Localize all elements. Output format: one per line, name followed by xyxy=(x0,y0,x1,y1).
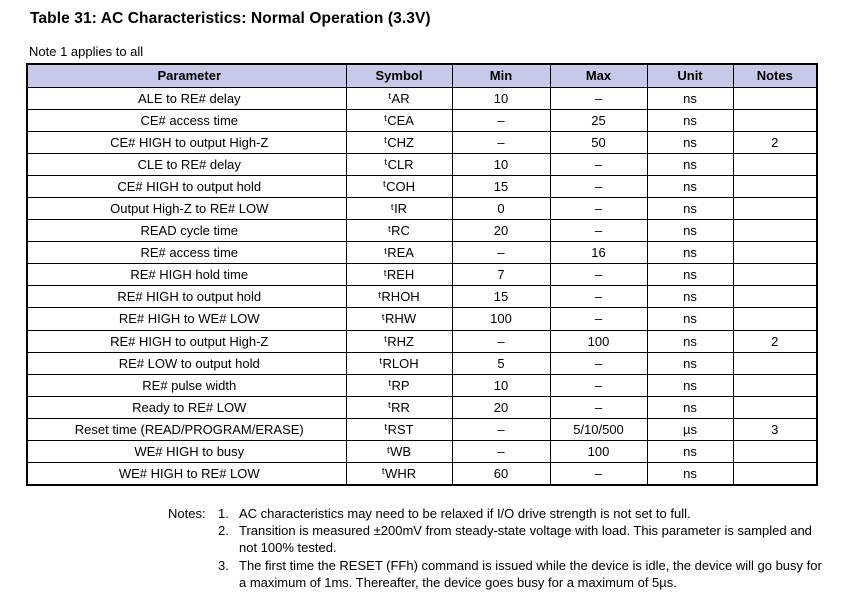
table-row xyxy=(27,220,817,242)
symbol-base: WB xyxy=(390,444,412,460)
unit-cell: ns xyxy=(647,308,733,330)
min-cell: 10 xyxy=(452,87,550,109)
symbol-cell xyxy=(346,418,452,440)
notes-cell xyxy=(733,441,817,463)
symbol-superscript: t xyxy=(390,201,394,213)
footnote-item xyxy=(218,557,831,591)
symbol-base: RR xyxy=(391,399,410,415)
unit-cell: ns xyxy=(647,330,733,352)
notes-cell xyxy=(733,286,817,308)
symbol-cell xyxy=(346,374,452,396)
table-row xyxy=(27,197,817,219)
symbol-base: REH xyxy=(386,267,415,283)
parameter-cell: Output High-Z to RE# LOW xyxy=(27,197,346,219)
table-row xyxy=(27,242,817,264)
footnote-text: Transition is measured ±200mV from steady-state voltage with load. This parameter is sampled and not 100% tested. xyxy=(239,523,812,556)
min-cell: 15 xyxy=(452,175,550,197)
symbol-cell xyxy=(346,153,452,175)
notes-cell xyxy=(733,264,817,286)
table-header-row xyxy=(27,64,817,87)
unit-cell: ns xyxy=(647,352,733,374)
min-cell: – xyxy=(452,109,550,131)
notes-cell xyxy=(733,308,817,330)
min-cell: 0 xyxy=(452,197,550,219)
parameter-cell: RE# HIGH to output High-Z xyxy=(27,330,346,352)
parameter-cell: CE# HIGH to output High-Z xyxy=(27,131,346,153)
footnote-item xyxy=(218,522,831,556)
symbol-superscript: t xyxy=(384,113,387,125)
unit-cell: ns xyxy=(647,264,733,286)
unit-cell: ns xyxy=(647,153,733,175)
symbol-base: RHZ xyxy=(387,333,414,349)
notes-cell xyxy=(733,220,817,242)
min-cell: 60 xyxy=(452,463,550,485)
min-cell: – xyxy=(452,131,550,153)
symbol-superscript: t xyxy=(388,400,391,412)
unit-cell: ns xyxy=(647,175,733,197)
column-header-parameter: Parameter xyxy=(27,64,346,87)
footnote-number: 1. xyxy=(218,506,229,521)
parameter-cell: CLE to RE# delay xyxy=(27,153,346,175)
symbol-superscript: t xyxy=(382,179,386,191)
symbol-cell xyxy=(346,396,452,418)
unit-cell: ns xyxy=(647,131,733,153)
symbol-base: COH xyxy=(386,178,416,194)
table-row xyxy=(27,374,817,396)
footnotes-list xyxy=(218,505,831,591)
parameter-cell: Reset time (READ/PROGRAM/ERASE) xyxy=(27,418,346,440)
notes-cell xyxy=(733,374,817,396)
notes-cell xyxy=(733,352,817,374)
parameter-cell: CE# access time xyxy=(27,109,346,131)
max-cell: – xyxy=(550,374,647,396)
table-row xyxy=(27,153,817,175)
footnote-item xyxy=(218,505,831,522)
min-cell: 100 xyxy=(452,308,550,330)
notes-cell xyxy=(733,153,817,175)
max-cell: – xyxy=(550,87,647,109)
table-row xyxy=(27,131,817,153)
max-cell: – xyxy=(550,308,647,330)
notes-cell xyxy=(733,463,817,485)
symbol-superscript: t xyxy=(379,356,382,368)
symbol-base: RHW xyxy=(385,311,417,327)
max-cell: 100 xyxy=(550,330,647,352)
max-cell: – xyxy=(550,264,647,286)
footnote-number: 3. xyxy=(218,557,229,573)
min-cell: – xyxy=(452,441,550,463)
footnote-number: 2. xyxy=(218,523,229,539)
symbol-superscript: t xyxy=(388,223,391,235)
unit-cell: ns xyxy=(647,441,733,463)
parameter-cell: RE# HIGH hold time xyxy=(27,264,346,286)
unit-cell: µs xyxy=(647,418,733,440)
symbol-cell xyxy=(346,286,452,308)
max-cell: – xyxy=(550,352,647,374)
unit-cell: ns xyxy=(647,197,733,219)
symbol-base: RP xyxy=(391,377,410,393)
unit-cell: ns xyxy=(647,242,733,264)
column-header-min: Min xyxy=(452,64,550,87)
symbol-base: REA xyxy=(387,245,414,261)
unit-cell: ns xyxy=(647,396,733,418)
column-header-max: Max xyxy=(550,64,647,87)
symbol-base: CHZ xyxy=(387,134,414,150)
max-cell: – xyxy=(550,286,647,308)
symbol-cell xyxy=(346,87,452,109)
notes-cell xyxy=(733,87,817,109)
table-row xyxy=(27,264,817,286)
symbol-superscript: t xyxy=(381,311,385,323)
parameter-cell: RE# HIGH to WE# LOW xyxy=(27,308,346,330)
footnote-text: The first time the RESET (FFh) command is issued while the device is idle, the device will go busy for a maximum of 1ms. Thereafter, the device goes busy for a maximum of 5µs. xyxy=(239,557,822,590)
symbol-cell xyxy=(346,352,452,374)
table-title: Table 31: AC Characteristics: Normal Operation (3.3V) xyxy=(30,10,431,27)
symbol-superscript: t xyxy=(384,334,387,346)
symbol-cell xyxy=(346,220,452,242)
symbol-superscript: t xyxy=(386,444,390,456)
unit-cell: ns xyxy=(647,87,733,109)
table-row xyxy=(27,330,817,352)
parameter-cell: RE# LOW to output hold xyxy=(27,352,346,374)
notes-cell xyxy=(733,396,817,418)
table-row xyxy=(27,418,817,440)
symbol-superscript: t xyxy=(381,466,385,478)
footnote-text: AC characteristics may need to be relaxed if I/O drive strength is not set to full. xyxy=(239,506,691,521)
symbol-cell xyxy=(346,330,452,352)
unit-cell: ns xyxy=(647,286,733,308)
footnotes-block xyxy=(168,505,831,591)
symbol-base: CEA xyxy=(387,112,414,128)
symbol-base: WHR xyxy=(385,465,417,481)
unit-cell: ns xyxy=(647,220,733,242)
max-cell: 50 xyxy=(550,131,647,153)
max-cell: 5/10/500 xyxy=(550,418,647,440)
table-row xyxy=(27,352,817,374)
symbol-cell xyxy=(346,264,452,286)
parameter-cell: Ready to RE# LOW xyxy=(27,396,346,418)
symbol-superscript: t xyxy=(384,245,387,257)
max-cell: – xyxy=(550,220,647,242)
symbol-superscript: t xyxy=(388,378,392,390)
symbol-base: CLR xyxy=(387,156,414,172)
unit-cell: ns xyxy=(647,374,733,396)
max-cell: 100 xyxy=(550,441,647,463)
parameter-cell: CE# HIGH to output hold xyxy=(27,175,346,197)
symbol-cell xyxy=(346,242,452,264)
symbol-cell xyxy=(346,175,452,197)
column-header-notes: Notes xyxy=(733,64,817,87)
symbol-base: RHOH xyxy=(381,289,420,305)
notes-cell: 3 xyxy=(733,418,817,440)
symbol-cell xyxy=(346,463,452,485)
table-row xyxy=(27,87,817,109)
parameter-cell: RE# HIGH to output hold xyxy=(27,286,346,308)
table-row xyxy=(27,175,817,197)
notes-cell xyxy=(733,175,817,197)
column-header-symbol: Symbol xyxy=(346,64,452,87)
min-cell: – xyxy=(452,330,550,352)
min-cell: 7 xyxy=(452,264,550,286)
notes-cell: 2 xyxy=(733,330,817,352)
max-cell: – xyxy=(550,396,647,418)
table-row xyxy=(27,396,817,418)
notes-cell xyxy=(733,242,817,264)
column-header-unit: Unit xyxy=(647,64,733,87)
table-row xyxy=(27,286,817,308)
min-cell: 15 xyxy=(452,286,550,308)
symbol-base: IR xyxy=(394,201,408,217)
unit-cell: ns xyxy=(647,463,733,485)
min-cell: 20 xyxy=(452,396,550,418)
ac-characteristics-table xyxy=(26,63,818,486)
symbol-base: RC xyxy=(391,223,410,239)
symbol-superscript: t xyxy=(384,422,388,434)
parameter-cell: READ cycle time xyxy=(27,220,346,242)
min-cell: 10 xyxy=(452,153,550,175)
symbol-superscript: t xyxy=(378,289,381,301)
symbol-superscript: t xyxy=(383,267,387,279)
min-cell: 5 xyxy=(452,352,550,374)
symbol-base: RLOH xyxy=(382,355,419,371)
parameter-cell: ALE to RE# delay xyxy=(27,87,346,109)
notes-cell xyxy=(733,109,817,131)
symbol-superscript: t xyxy=(384,135,387,147)
table-row xyxy=(27,308,817,330)
symbol-cell xyxy=(346,308,452,330)
notes-cell xyxy=(733,197,817,219)
symbol-cell xyxy=(346,197,452,219)
max-cell: – xyxy=(550,175,647,197)
symbol-cell xyxy=(346,441,452,463)
parameter-cell: WE# HIGH to RE# LOW xyxy=(27,463,346,485)
symbol-cell xyxy=(346,109,452,131)
table-row xyxy=(27,463,817,485)
symbol-superscript: t xyxy=(388,91,392,103)
min-cell: – xyxy=(452,418,550,440)
symbol-base: RST xyxy=(387,421,414,437)
parameter-cell: RE# access time xyxy=(27,242,346,264)
parameter-cell: RE# pulse width xyxy=(27,374,346,396)
footnotes-label: Notes: xyxy=(168,506,206,521)
symbol-cell xyxy=(346,131,452,153)
max-cell: – xyxy=(550,463,647,485)
pre-table-note: Note 1 applies to all xyxy=(29,44,144,59)
parameter-cell: WE# HIGH to busy xyxy=(27,441,346,463)
max-cell: – xyxy=(550,153,647,175)
notes-cell: 2 xyxy=(733,131,817,153)
max-cell: 25 xyxy=(550,109,647,131)
symbol-superscript: t xyxy=(384,157,388,169)
min-cell: 10 xyxy=(452,374,550,396)
min-cell: 20 xyxy=(452,220,550,242)
max-cell: – xyxy=(550,197,647,219)
max-cell: 16 xyxy=(550,242,647,264)
table-row xyxy=(27,109,817,131)
table-row xyxy=(27,441,817,463)
min-cell: – xyxy=(452,242,550,264)
unit-cell: ns xyxy=(647,109,733,131)
symbol-base: AR xyxy=(391,90,410,106)
